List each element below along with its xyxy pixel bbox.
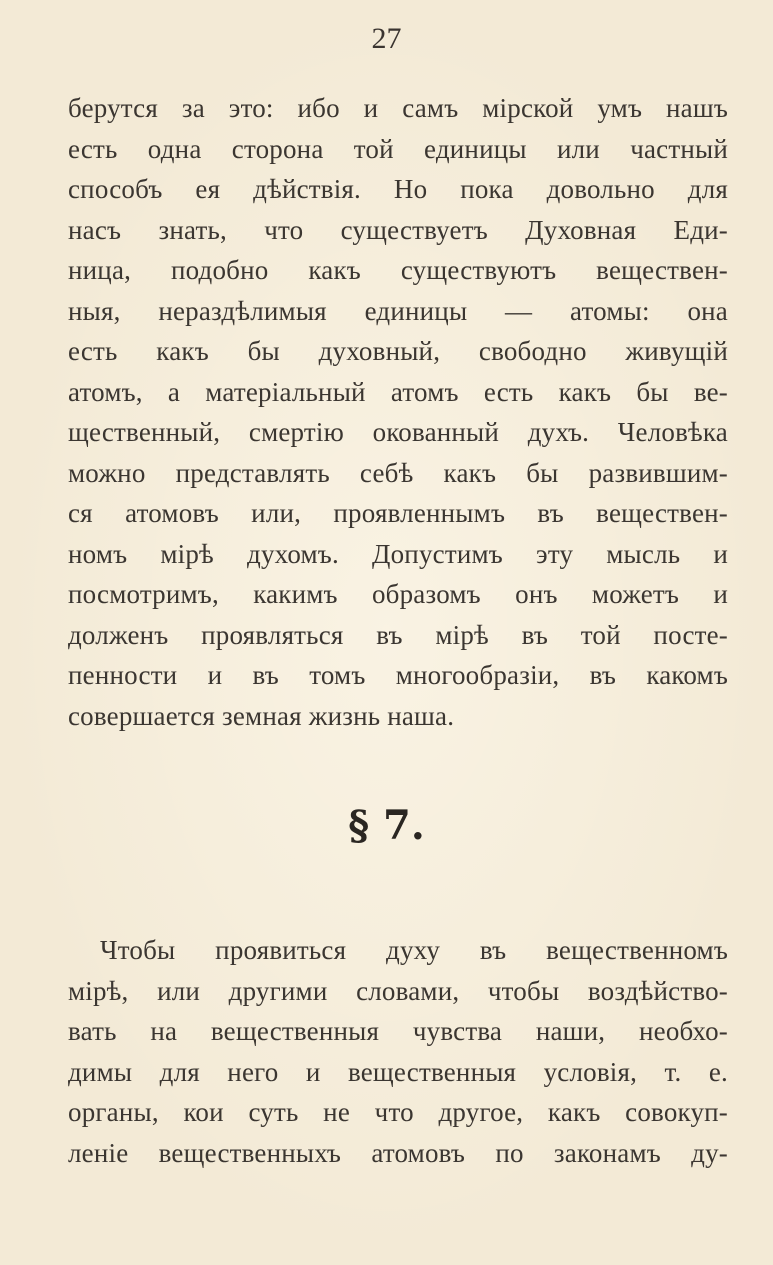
text-line: атомъ, а матеріальный атомъ есть какъ бы ве-	[68, 376, 728, 407]
text-line: Чтобы проявиться духу въ вещественномъ	[100, 935, 728, 965]
text-line: ся атомовъ или, проявленнымъ въ веществен-	[68, 498, 728, 528]
text-line: есть какъ бы духовный, свободно живущій	[68, 336, 728, 366]
text-line: ныя, нераздѣлимыя единицы — атомы: она	[68, 295, 728, 326]
text-line: долженъ проявляться въ мірѣ въ той посте-	[68, 619, 728, 650]
text-line: номъ мірѣ духомъ. Допустимъ эту мысль и	[68, 538, 728, 569]
text-line: берутся за это: ибо и самъ мірской умъ нашъ	[68, 93, 728, 123]
text-line: органы, кои суть не что другое, какъ совокуп-	[68, 1097, 728, 1127]
text-line: способъ ея дѣйствія. Но пока довольно для	[68, 174, 728, 204]
text-line: пенности и въ томъ многообразіи, въ какомъ	[68, 660, 728, 690]
text-line: можно представлять себѣ какъ бы развившим-	[68, 457, 728, 488]
text-line: есть одна сторона той единицы или частный	[68, 133, 728, 164]
text-line: щественный, смертію окованный духъ. Человѣка	[68, 417, 728, 447]
section-heading: § 7.	[348, 802, 425, 849]
text-line: ница, подобно какъ существуютъ веществен-	[68, 255, 728, 285]
text-line: мірѣ, или другими словами, чтобы воздѣйство-	[68, 975, 728, 1006]
text-line: насъ знать, что существуетъ Духовная Еди-	[68, 214, 728, 245]
text-line: посмотримъ, какимъ образомъ онъ можетъ и	[68, 579, 728, 609]
text-line: димы для него и вещественныя условія, т. е.	[68, 1056, 728, 1087]
text-line: леніе вещественныхъ атомовъ по законамъ ду-	[68, 1137, 728, 1168]
text-line: вать на вещественныя чувства наши, необхо-	[68, 1016, 728, 1046]
text-line: совершается земная жизнь наша.	[68, 700, 455, 731]
page-number: 27	[371, 22, 402, 55]
paragraph-2	[68, 930, 728, 1173]
paragraph-1	[68, 88, 728, 736]
